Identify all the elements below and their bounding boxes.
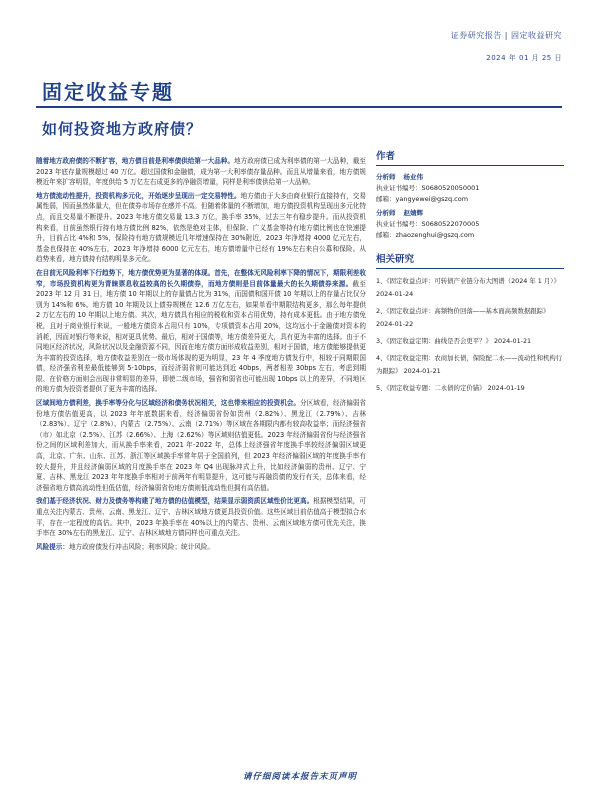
analyst-block	[376, 208, 564, 241]
related-item[interactable]	[376, 305, 564, 331]
summary-column	[36, 152, 366, 552]
related-item[interactable]	[376, 335, 564, 348]
summary-paragraph	[36, 156, 366, 188]
related-title: 相关研究	[376, 251, 564, 269]
summary-paragraph	[36, 398, 366, 493]
paragraph-lead: 地方债流动性提升，投资机构多元化，开始逐步呈现出一定交易特性。	[36, 191, 241, 200]
report-date: 2024 年 01 月 25 日	[486, 54, 562, 62]
footer-disclaimer: 请仔细阅读本报告末页声明	[242, 772, 357, 782]
related-item[interactable]	[376, 382, 564, 395]
analyst-email[interactable]: 邮箱：zhaozenghui@gszq.com	[376, 231, 475, 239]
related-item-date: 2024-01-24	[376, 290, 414, 298]
related-item[interactable]	[376, 275, 564, 301]
authors-title: 作者	[376, 148, 564, 166]
analyst-name: 杨业伟	[403, 173, 423, 181]
summary-paragraph	[36, 268, 366, 395]
analyst-cert: 执业证书编号：S0680520050001	[376, 184, 480, 192]
related-item-date: 2024-01-22	[376, 320, 414, 328]
paragraph-body: 分区域看，经济偏弱省份地方债估值更高，以 2023 年年底数据来看，经济偏弱省份如贵州（2.82%）、黑龙江（2.79%）、吉林（2.83%）、辽宁（2.8%）、内蒙古（2.75%）、云南（2.71%）等区域在各期限内都有较高收益率；而经济强省（市）如北京（2.5%）、江苏（2.66%）、上海（2.62%）等区域则估值更低。2023 年经济偏弱省份与经济强省份之间的区域利差加大，而从换手率来看，2021 年-2022 年，总体上经济强省年度换手率较经济偏弱区域更高，北京、广东、山东、江苏、浙江等区域换手率常年居于全国前列，但 2023 年经济偏弱区域的年度换手率有较大提升，并且经济偏弱区域的月度换手率在 2023 年 Q4 出现脉冲式上升，比如经济偏弱的贵州、辽宁、宁夏、吉林、黑龙江 2023 年年度换手率相对于前两年有明显提升，这可能与再融资债的发行有关，总体来看，经济强省地方债高流动性但低估值，经济偏弱省份地方债则低流动性但拥有高估值。	[36, 399, 367, 492]
paragraph-body: 地方债由于大多由商业银行直接持有，交易属性弱，因而虽然体量大，但在债券市场存在感并不高。但随着体量的不断增加，地方债投资机构呈现出多元化特点，而且交易量不断提升。2023 年地方债交易量 13.3 万亿，换手率 35%，过去三年有稳步提升。而从投资机构来看，目前虽然银行持有地方债比例 82%，依然是绝对主体，但保险、广义基金等持有地方债比例也在快速提升，目前占比 4%和 5%，保险持有地方债规模近几年增速保持在 30%附近，2023 年净增持 4000 亿元左右，基金也保持在 40%左右，2023 年净增持 6000 亿元左右，地方债增量中已经有 19%左右来自公募和保险。从趋势来看，地方债持有结构明显多元化。	[36, 191, 367, 264]
analyst-cert: 执业证书编号：S0680522070005	[376, 220, 480, 228]
related-research	[376, 251, 564, 395]
report-header	[451, 30, 562, 63]
paragraph-lead: 在目前无风险利率下行趋势下，地方债优势更为显著的体现。首先，在整体无风险利率下降的情况下，期限利差收窄，市场投资机构更为青睐票息收益较高的长久期债券，而地方债则是目前体量最大的长久期债券来源。	[36, 268, 366, 288]
analyst-block	[376, 172, 564, 205]
related-item-text: 1、《固定收益点评：可转债产业链分布大图谱（2024 年 1 月）》	[376, 277, 560, 285]
risk-text: 地方政府债发行冲击风险；利率风险；统计风险。	[68, 542, 215, 551]
analyst-role: 分析师	[376, 173, 396, 181]
related-item[interactable]	[376, 352, 564, 378]
analyst-list	[376, 172, 564, 241]
analyst-name: 赵婧辉	[403, 209, 423, 217]
related-item-date: 2024-01-21	[493, 337, 532, 345]
paragraph-body: 截至 2023 年 12 月 31 日，地方债 10 年期以上的存量债占比为 31%，而国债和国开债 10 年期以上的存量占比仅分别为 14%和 6%。地方债 10 年期及以上债券规模在 12.6 万亿左右，如果单看中期限结构更多，那么每年提供 2 万亿左右的 10 年期以上地方债。其次，地方债具有相应的税收和资本占用优势，持有成本更低。由于地方债免税，且对于商业银行来说，一般地方债资本占用只有 10%，专项债资本占用 20%，这均远小于金融债对资本的消耗，因而对银行等来说，相对更具优势。最后，相对于国债等，地方债差异更大，具有更为丰富的选择。由于不同地区经济状况，风险状况以及金融资源不同，因而在地方债方面形成收益差别，相对于国债，地方债能够提供更为丰富的投资选择，地方债收益差别在一级市场体现的更为明显，23 年 4 季度地方债发行中，相较于同期限国债，经济强省利差最低能够到 5-10bps，而经济弱省则可能达到近 40bps，两者相差 30bps 左右，考虑到期限、在价格方面则会出现非常明显的差异，即使二级市场，强省和弱省也可能出现 10bps 以上的差异，不同地区的地方债为投资者提供了更为丰富的选择。	[36, 279, 367, 394]
risk-label: 风险提示：	[36, 542, 69, 551]
related-item-text: 5、《固定收益专题：二永债的定价锚》	[376, 384, 486, 392]
paragraph-lead: 随着地方政府债的不断扩容，地方债目前是利率债供给第一大品种。	[36, 157, 235, 165]
related-item-date: 2024-01-21	[403, 367, 441, 375]
analyst-role: 分析师	[376, 209, 396, 217]
report-type: 证券研究报告 | 固定收益研究	[450, 31, 562, 40]
paragraph-lead: 区域间地方债利差，换手率等分化与区域经济和债务状况相关，这也带来相应的投资机会。	[36, 399, 301, 408]
paragraph-lead: 我们基于经济状况、财力及债务等构建了地方债的估值模型，结果显示弱资质区域性价比更高。	[36, 497, 314, 506]
main-title: 固定收益专题	[42, 80, 174, 104]
related-item-text: 2、《固定收益点评：高频物价回落——基本面高频数据跟踪》	[376, 307, 550, 315]
sub-title: 如何投资地方政府债？	[42, 120, 203, 138]
related-item-text: 4、《固定收益定期：农商加长债，保险配二永——流动性和机构行为跟踪》	[376, 354, 563, 375]
related-item-text: 3、《固定收益定期：曲线是否会更平？》	[376, 337, 492, 345]
risk-warning	[36, 542, 366, 553]
title-divider	[36, 106, 562, 108]
paragraph-body: 地方政府债已成为利率债的第一大品种，截至 2023 年底存量规模超过 40 万亿。超过国债和金融债，成为第一大利率债存量品种。而且从增量来看，地方债规模近年来扩容明显，年度供给 5 万亿左右成更多的净融资增量，同样是利率债供给第一大品种。	[36, 157, 367, 187]
related-item-date: 2024-01-19	[487, 384, 525, 392]
paragraph-body: 根据模型结果，可重点关注内蒙古、贵州、云南、黑龙江、辽宁、吉林区域地方债更具投资价值。这些区域目前估值高于模型拟合水平，存在一定程度的高估。其中，2023 年换手率在 40%以上的内蒙古、贵州、云南区域地方债可优先关注，换手率在 30%左右的黑龙江、辽宁、吉林区域地方债同样也可重点关注。	[36, 497, 366, 538]
sidebar	[376, 148, 564, 399]
analyst-email[interactable]: 邮箱：yangyewei@gszq.com	[376, 195, 469, 203]
summary-paragraph	[36, 191, 366, 265]
summary-paragraph	[36, 496, 366, 538]
